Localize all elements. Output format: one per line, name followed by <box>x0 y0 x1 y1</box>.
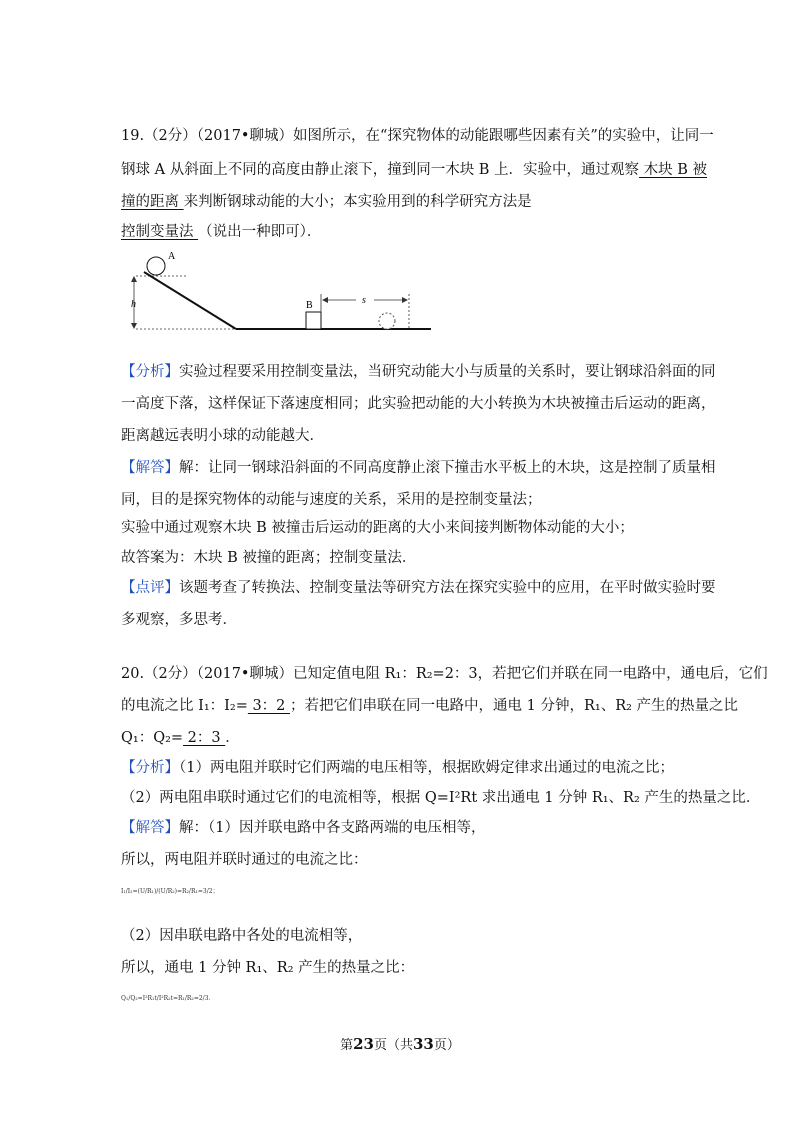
page-number: 23 <box>353 1035 374 1053</box>
q19-answer-4: 故答案为：木块 B 被撞的距离；控制变量法． <box>121 550 417 566</box>
footer-suffix: 页） <box>433 1038 460 1053</box>
q20-line-3-text-b: ． <box>225 730 240 746</box>
q19-analysis-2: 一高度下落，这样保证下落速度相同；此实验把动能的大小转换为木块被撞击后运动的距离， <box>121 396 716 412</box>
q19-answer-blank-1-cont: 撞的距离 <box>121 194 184 210</box>
ball-label-a: A <box>168 251 176 262</box>
q19-line-3 <box>121 192 532 212</box>
analysis-tag: 【分析】 <box>121 364 179 380</box>
q19-answer-1 <box>121 458 716 478</box>
q19-comment-2: 多观察，多思考． <box>121 612 237 628</box>
q20-analysis-text-1: （1）两电阻并联时它们两端的电压相等，根据欧姆定律求出通过的电流之比； <box>179 760 674 776</box>
q19-analysis-text-1: 实验过程要采用控制变量法，当研究动能大小与质量的关系时，要让钢球沿斜面的同 <box>179 364 716 380</box>
distance-label: s <box>362 295 366 306</box>
q19-line-1: 19.（2分）（2017•聊城）如图所示，在“探究物体的动能跟哪些因素有关”的实验中，让同一 <box>121 128 714 144</box>
q19-answer-blank-2: 控制变量法 <box>121 224 199 240</box>
answer-tag: 【解答】 <box>121 460 179 476</box>
q20-answer-text-1: 解：（1）因并联电路中各支路两端的电压相等， <box>179 820 486 836</box>
q20-answer-3: （2）因串联电路中各处的电流相等， <box>121 928 363 944</box>
q20-line-3-text-a: Q₁：Q₂= <box>121 730 184 746</box>
q20-line-3 <box>121 728 240 748</box>
height-label: h <box>131 299 136 310</box>
q19-answer-2: 同，目的是探究物体的动能与速度的关系，采用的是控制变量法； <box>121 492 542 508</box>
q20-answer-blank-1: 3：2 <box>247 698 291 714</box>
q20-analysis-1 <box>121 758 674 778</box>
q20-line-2-text-b: ；若把它们串联在同一电路中，通电 1 分钟，R₁、R₂ 产生的热量之比 <box>290 698 739 714</box>
q19-line-4 <box>121 222 321 242</box>
q20-line-2 <box>121 696 738 716</box>
q20-line-2-text-a: 的电流之比 I₁：I₂= <box>121 698 248 714</box>
q19-answer-text-1: 解：让同一钢球沿斜面的不同高度静止滚下撞击水平板上的木块，这是控制了质量相 <box>179 460 716 476</box>
page-footer <box>0 1034 800 1053</box>
page-total: 33 <box>413 1035 434 1053</box>
q19-analysis-1 <box>121 362 716 382</box>
incline-experiment-figure <box>126 250 438 336</box>
steel-ball-a <box>147 257 165 275</box>
wood-block-b <box>306 312 321 329</box>
answer-tag: 【解答】 <box>121 820 179 836</box>
q20-line-1: 20.（2分）（2017•聊城）已知定值电阻 R₁：R₂=2：3，若把它们并联在同一电路中，通电后，它们 <box>121 666 768 682</box>
q20-answer-blank-2: 2：3 <box>183 730 226 746</box>
footer-mid: 页（共 <box>373 1038 413 1053</box>
ghost-ball <box>379 313 395 329</box>
q20-formula-1: I₁/I₂=(U/R₁)/(U/R₂)=R₂/R₁=3/2； <box>121 888 219 895</box>
q19-analysis-3: 距离越远表明小球的动能越大． <box>121 428 324 444</box>
comment-tag: 【点评】 <box>121 580 179 596</box>
q19-line-2-text: 钢球 A 从斜面上不同的高度由静止滚下，撞到同一木块 B 上．实验中，通过观察 <box>121 162 640 178</box>
footer-prefix: 第 <box>340 1038 354 1053</box>
q19-comment-text-1: 该题考查了转换法、控制变量法等研究方法在探究实验中的应用，在平时做实验时要 <box>179 580 716 596</box>
q19-line-2 <box>121 160 707 180</box>
analysis-tag: 【分析】 <box>121 760 179 776</box>
q19-answer-blank-1: 木块 B 被 <box>639 162 708 178</box>
q20-answer-2: 所以，两电阻并联时通过的电流之比： <box>121 852 368 868</box>
q19-line-3-text: 来判断钢球动能的大小；本实验用到的科学研究方法是 <box>183 194 532 210</box>
q19-answer-3: 实验中通过观察木块 B 被撞击后运动的距离的大小来间接判断物体动能的大小； <box>121 520 634 536</box>
q20-formula-2: Q₁/Q₂=I²R₁t/I²R₂t=R₁/R₂=2/3． <box>121 995 215 1002</box>
block-label-b: B <box>306 300 313 311</box>
q20-analysis-2: （2）两电阻串联时通过它们的电流相等，根据 Q=I²Rt 求出通电 1 分钟 R₁、R₂ 产生的热量之比． <box>121 790 761 806</box>
q20-answer-1 <box>121 818 485 838</box>
q19-line-4-text: （说出一种即可）． <box>198 224 322 240</box>
q19-comment-1 <box>121 578 716 598</box>
q20-answer-4: 所以，通电 1 分钟 R₁、R₂ 产生的热量之比： <box>121 960 415 976</box>
